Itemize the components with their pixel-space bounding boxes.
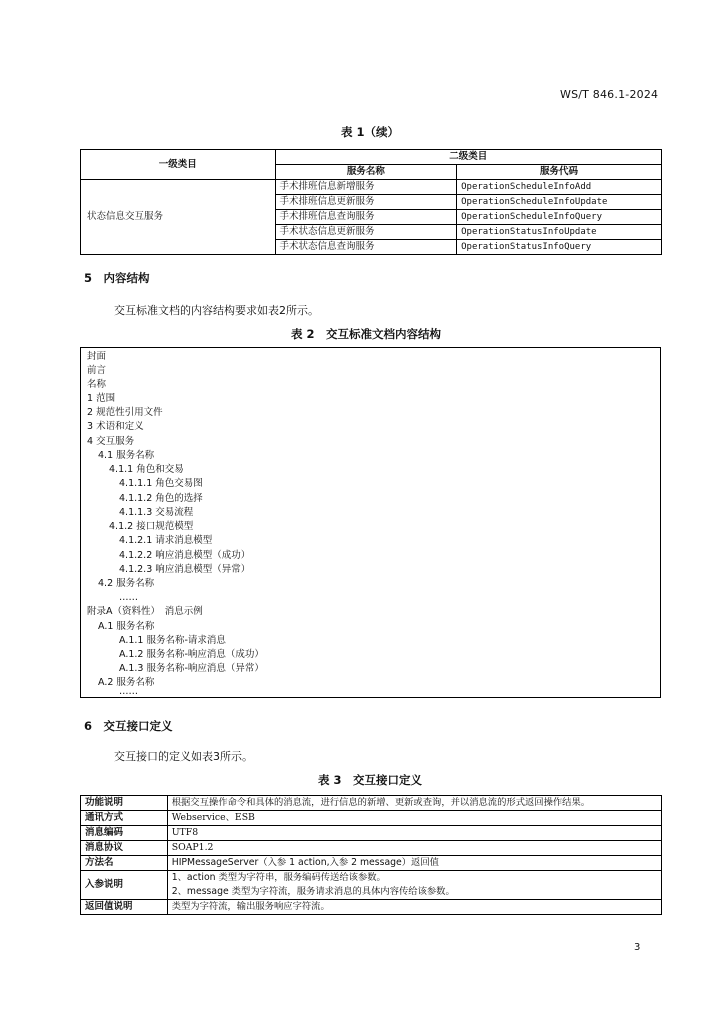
toc-line: 前言 [87,365,107,376]
table-row [81,856,662,871]
row-key: 消息协议 [81,841,168,856]
toc-line: 4 交互服务 [87,436,135,447]
table1-caption: 表 1（续） [341,125,400,139]
toc-line: 4.1.1.1 角色交易图 [119,478,203,489]
toc-line: 4.1.2.1 请求消息模型 [119,535,213,546]
service-code: OperationScheduleInfoUpdate [457,195,662,210]
toc-line: 1 范围 [87,393,116,404]
section5-heading: 5 内容结构 [84,271,150,285]
service-code: OperationStatusInfoQuery [457,240,662,255]
toc-line: 4.2 服务名称 [98,578,155,589]
service-code: OperationScheduleInfoAdd [457,180,662,195]
section5-paragraph: 交互标准文档的内容结构要求如表2所示。 [114,304,319,317]
table-row [81,180,662,195]
service-code: OperationScheduleInfoQuery [457,210,662,225]
toc-line: …… [119,686,138,697]
row-value: SOAP1.2 [167,841,661,856]
row-value: HIPMessageServer（入参 1 action,入参 2 message）返回值 [167,856,661,871]
service-name: 手术状态信息查询服务 [275,240,457,255]
section6-heading: 6 交互接口定义 [84,719,173,733]
service-name: 手术排班信息查询服务 [275,210,457,225]
table3 [80,795,662,915]
row-key: 入参说明 [81,871,168,900]
table-row [81,841,662,856]
row-key: 功能说明 [81,796,168,811]
row-key: 返回值说明 [81,900,168,915]
toc-line: 4.1.2 接口规范模型 [109,521,194,532]
toc-line: 4.1.1.2 角色的选择 [119,493,203,504]
toc-line: 2 规范性引用文件 [87,407,163,418]
page-number: 3 [634,942,641,953]
toc-line: 4.1.1.3 交易流程 [119,507,194,518]
toc-line: …… [119,592,138,603]
service-code: OperationStatusInfoUpdate [457,225,662,240]
row-value-line: 1、action 类型为字符串，服务编码传送给该参数。 [171,872,386,883]
group-label: 状态信息交互服务 [81,180,276,255]
row-key: 通讯方式 [81,811,168,826]
col-level1-header: 一级类目 [81,150,276,180]
row-value: UTF8 [167,826,661,841]
table-row [81,826,662,841]
toc-line: A.2 服务名称 [98,677,155,688]
col-service-name-header: 服务名称 [275,165,457,180]
toc-line: 3 术语和定义 [87,421,144,432]
document-code: WS/T 846.1-2024 [560,88,659,101]
toc-line: 附录A（资料性） 消息示例 [87,606,203,617]
table-row [81,811,662,826]
table2-caption: 表 2 交互标准文档内容结构 [291,327,442,341]
toc-line: 4.1.2.2 响应消息模型（成功） [119,550,251,561]
toc-line: 名称 [87,379,107,390]
toc-line: 4.1 服务名称 [98,450,155,461]
section6-paragraph: 交互接口的定义如表3所示。 [114,750,253,763]
service-name: 手术排班信息新增服务 [275,180,457,195]
toc-line: A.1.2 服务名称-响应消息（成功） [119,649,264,660]
col-service-code-header: 服务代码 [457,165,662,180]
row-value: Webservice、ESB [167,811,661,826]
row-key: 消息编码 [81,826,168,841]
table-row [81,871,662,900]
toc-line: 4.1.1 角色和交易 [109,464,184,475]
toc-line: A.1.1 服务名称-请求消息 [119,635,226,646]
toc-line: 封面 [87,351,107,362]
toc-line: A.1.3 服务名称-响应消息（异常） [119,663,264,674]
row-key: 方法名 [81,856,168,871]
table2-content-box [80,347,661,698]
table3-caption: 表 3 交互接口定义 [318,773,423,787]
row-value [167,871,661,900]
toc-line: 4.1.2.3 响应消息模型（异常） [119,564,251,575]
service-name: 手术排班信息更新服务 [275,195,457,210]
row-value: 根据交互操作命令和具体的消息流，进行信息的新增、更新或查询，并以消息流的形式返回操作结果。 [167,796,661,811]
table-row [81,900,662,915]
col-level2-header: 二级类目 [275,150,661,165]
table1 [80,149,662,255]
table-row [81,796,662,811]
toc-line: A.1 服务名称 [98,621,155,632]
service-name: 手术状态信息更新服务 [275,225,457,240]
row-value-line: 2、message 类型为字符流，服务请求消息的具体内容传给该参数。 [171,886,455,897]
row-value: 类型为字符流，输出服务响应字符流。 [167,900,661,915]
